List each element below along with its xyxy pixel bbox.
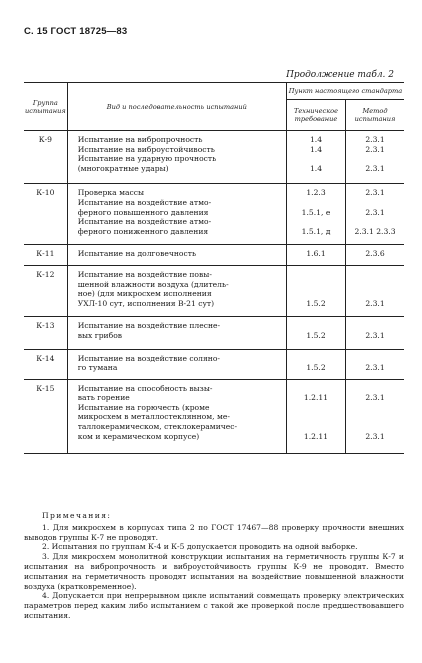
note-item: 3. Для микросхем монолитной конструкции испытания на герметичность группы К-7 и испытания на вибропрочность и виброустойчивость группы К-9 не проводят. Вместо испытания на герметичность проводят испытания на воздействие повышенной влажности воздуха (кратковременное). bbox=[24, 552, 404, 591]
col-method-header: Метод испытания bbox=[346, 100, 405, 131]
method-cell bbox=[346, 265, 405, 316]
method-line: 2.3.1 bbox=[365, 330, 385, 340]
table-continuation-label: Продолжение табл. 2 bbox=[286, 70, 394, 80]
group-cell: К-12 bbox=[24, 265, 67, 316]
req-line bbox=[288, 217, 344, 227]
req-line bbox=[288, 289, 344, 299]
group-cell: К-9 bbox=[38, 135, 52, 144]
desc-line: Испытание на вибропрочность bbox=[77, 135, 203, 144]
req-cell bbox=[287, 379, 346, 454]
desc-cell bbox=[67, 379, 286, 454]
method-line: 2.3.1 bbox=[365, 393, 385, 403]
method-line bbox=[347, 270, 403, 280]
desc-line: вать горение bbox=[77, 393, 130, 403]
req-line bbox=[288, 270, 344, 280]
req-line: 1.5.1, д bbox=[301, 226, 331, 236]
desc-line: ное) (для микросхем исполнения bbox=[77, 289, 212, 299]
req-line bbox=[288, 154, 344, 164]
req-cell bbox=[287, 184, 346, 245]
desc-line: ферного повышенного давления bbox=[77, 207, 209, 217]
req-line: 1.5.1, е bbox=[301, 207, 331, 217]
method-line bbox=[347, 321, 403, 331]
desc-line: шенной влажности воздуха (длитель- bbox=[77, 279, 229, 289]
method-line bbox=[347, 217, 403, 227]
desc-line: Испытание на воздействие плесне- bbox=[77, 321, 221, 331]
req-line: 1.4 bbox=[309, 135, 323, 144]
req-line: 1.5.2 bbox=[306, 298, 326, 308]
req-line bbox=[288, 422, 344, 432]
desc-line: Проверка массы bbox=[77, 188, 145, 198]
desc-line: ферного пониженного давления bbox=[77, 226, 209, 236]
desc-line: микросхем в металлостеклянном, ме- bbox=[77, 412, 230, 422]
table-row bbox=[24, 317, 404, 349]
desc-line: таллокерамическом, стеклокерамичес- bbox=[77, 422, 238, 432]
method-line: 2.3.1 bbox=[365, 188, 385, 198]
method-line bbox=[347, 198, 403, 208]
method-cell bbox=[346, 245, 405, 266]
method-line: 2.3.1 2.3.3 bbox=[354, 226, 396, 236]
desc-cell bbox=[67, 184, 286, 245]
desc-cell bbox=[67, 317, 286, 349]
req-line: 1.4 bbox=[309, 163, 323, 173]
req-cell bbox=[287, 349, 346, 379]
desc-line: (многократные удары) bbox=[77, 163, 169, 173]
method-cell bbox=[346, 379, 405, 454]
group-cell: К-11 bbox=[24, 245, 67, 266]
method-line: 2.3.1 bbox=[365, 363, 385, 373]
req-line: 1.2.3 bbox=[306, 188, 326, 198]
method-line bbox=[347, 354, 403, 364]
note-item: 2. Испытания по группам К-4 и К-5 допускается проводить на одной выборке. bbox=[42, 542, 358, 552]
method-line bbox=[347, 280, 403, 290]
desc-line: Испытание на способность вызы- bbox=[77, 383, 213, 393]
table-row bbox=[24, 379, 404, 454]
req-line: 1.2.11 bbox=[303, 431, 329, 441]
req-line: 1.2.11 bbox=[303, 393, 329, 403]
method-line bbox=[347, 384, 403, 394]
method-cell bbox=[346, 184, 405, 245]
req-line bbox=[288, 384, 344, 394]
desc-line: УХЛ-10 сут, исполнения В-21 сут) bbox=[77, 298, 215, 308]
desc-line: Испытание на горючесть (кроме bbox=[77, 402, 210, 412]
col-group-header: Группа испытания bbox=[24, 83, 67, 131]
desc-line: Испытание на виброустойчивость bbox=[77, 144, 215, 154]
method-line: 2.3.1 bbox=[365, 431, 385, 441]
desc-line: Испытание на ударную прочность bbox=[77, 154, 217, 164]
desc-cell bbox=[67, 265, 286, 316]
method-cell bbox=[346, 349, 405, 379]
desc-line: ком и керамическом корпусе) bbox=[77, 431, 200, 441]
method-line bbox=[347, 422, 403, 432]
req-cell bbox=[287, 245, 346, 266]
method-line: 2.3.1 bbox=[365, 135, 385, 144]
col-desc-header: Вид и последовательность испытаний bbox=[67, 83, 286, 131]
desc-line: вых грибов bbox=[77, 330, 123, 340]
col-req-header: Техническое требование bbox=[287, 100, 346, 131]
notes-section bbox=[24, 511, 404, 621]
page-header: С. 15 ГОСТ 18725—83 bbox=[24, 26, 128, 37]
table-row bbox=[24, 131, 404, 184]
desc-line: Испытание на воздействие атмо- bbox=[77, 197, 212, 207]
method-cell bbox=[346, 131, 405, 184]
method-line bbox=[347, 403, 403, 413]
col-clause-header: Пункт настоящего стандарта bbox=[287, 83, 405, 100]
req-line: 1.5.2 bbox=[306, 330, 326, 340]
req-line bbox=[288, 321, 344, 331]
method-line: 2.3.1 bbox=[365, 207, 385, 217]
req-line bbox=[288, 280, 344, 290]
test-groups-table bbox=[24, 82, 404, 454]
desc-cell bbox=[67, 349, 286, 379]
method-line: 2.3.6 bbox=[365, 249, 385, 259]
group-cell: К-10 bbox=[24, 184, 67, 245]
note-item: 4. Допускается при непрерывном цикле испытаний совмещать проверку электрических параметров перед каким либо испытанием с такой же проверкой после предшествовавшего испытания. bbox=[24, 591, 404, 620]
table-row bbox=[24, 245, 404, 266]
method-line bbox=[347, 154, 403, 164]
desc-cell bbox=[67, 245, 286, 266]
desc-line: го тумана bbox=[77, 363, 118, 373]
method-line: 2.3.1 bbox=[365, 144, 385, 154]
note-item: 1. Для микросхем в корпусах типа 2 по ГОСТ 17467—88 проверку прочности внешних выводов группы К-7 не проводят. bbox=[24, 522, 404, 542]
req-cell bbox=[287, 265, 346, 316]
req-line: 1.5.2 bbox=[306, 363, 326, 373]
desc-cell bbox=[67, 131, 286, 184]
req-line bbox=[288, 403, 344, 413]
req-line bbox=[288, 412, 344, 422]
group-cell: К-15 bbox=[24, 379, 67, 454]
table-body bbox=[24, 131, 404, 454]
table-row bbox=[24, 349, 404, 379]
req-cell bbox=[287, 131, 346, 184]
req-line: 1.6.1 bbox=[306, 249, 326, 259]
desc-line: Испытание на воздействие соляно- bbox=[77, 353, 221, 363]
method-cell bbox=[346, 317, 405, 349]
group-cell: К-14 bbox=[24, 349, 67, 379]
method-line bbox=[347, 289, 403, 299]
group-cell: К-13 bbox=[24, 317, 67, 349]
req-line bbox=[288, 198, 344, 208]
req-cell bbox=[287, 317, 346, 349]
req-line bbox=[288, 354, 344, 364]
req-line: 1.4 bbox=[309, 144, 323, 154]
method-line: 2.3.1 bbox=[365, 163, 385, 173]
desc-line: Испытание на долговечность bbox=[77, 249, 197, 259]
method-line bbox=[347, 412, 403, 422]
table-row bbox=[24, 265, 404, 316]
table-row bbox=[24, 184, 404, 245]
desc-line: Испытание на воздействие атмо- bbox=[77, 217, 212, 227]
method-line: 2.3.1 bbox=[365, 298, 385, 308]
desc-line: Испытание на воздействие повы- bbox=[77, 269, 212, 279]
notes-title: Примечания: bbox=[42, 511, 112, 520]
